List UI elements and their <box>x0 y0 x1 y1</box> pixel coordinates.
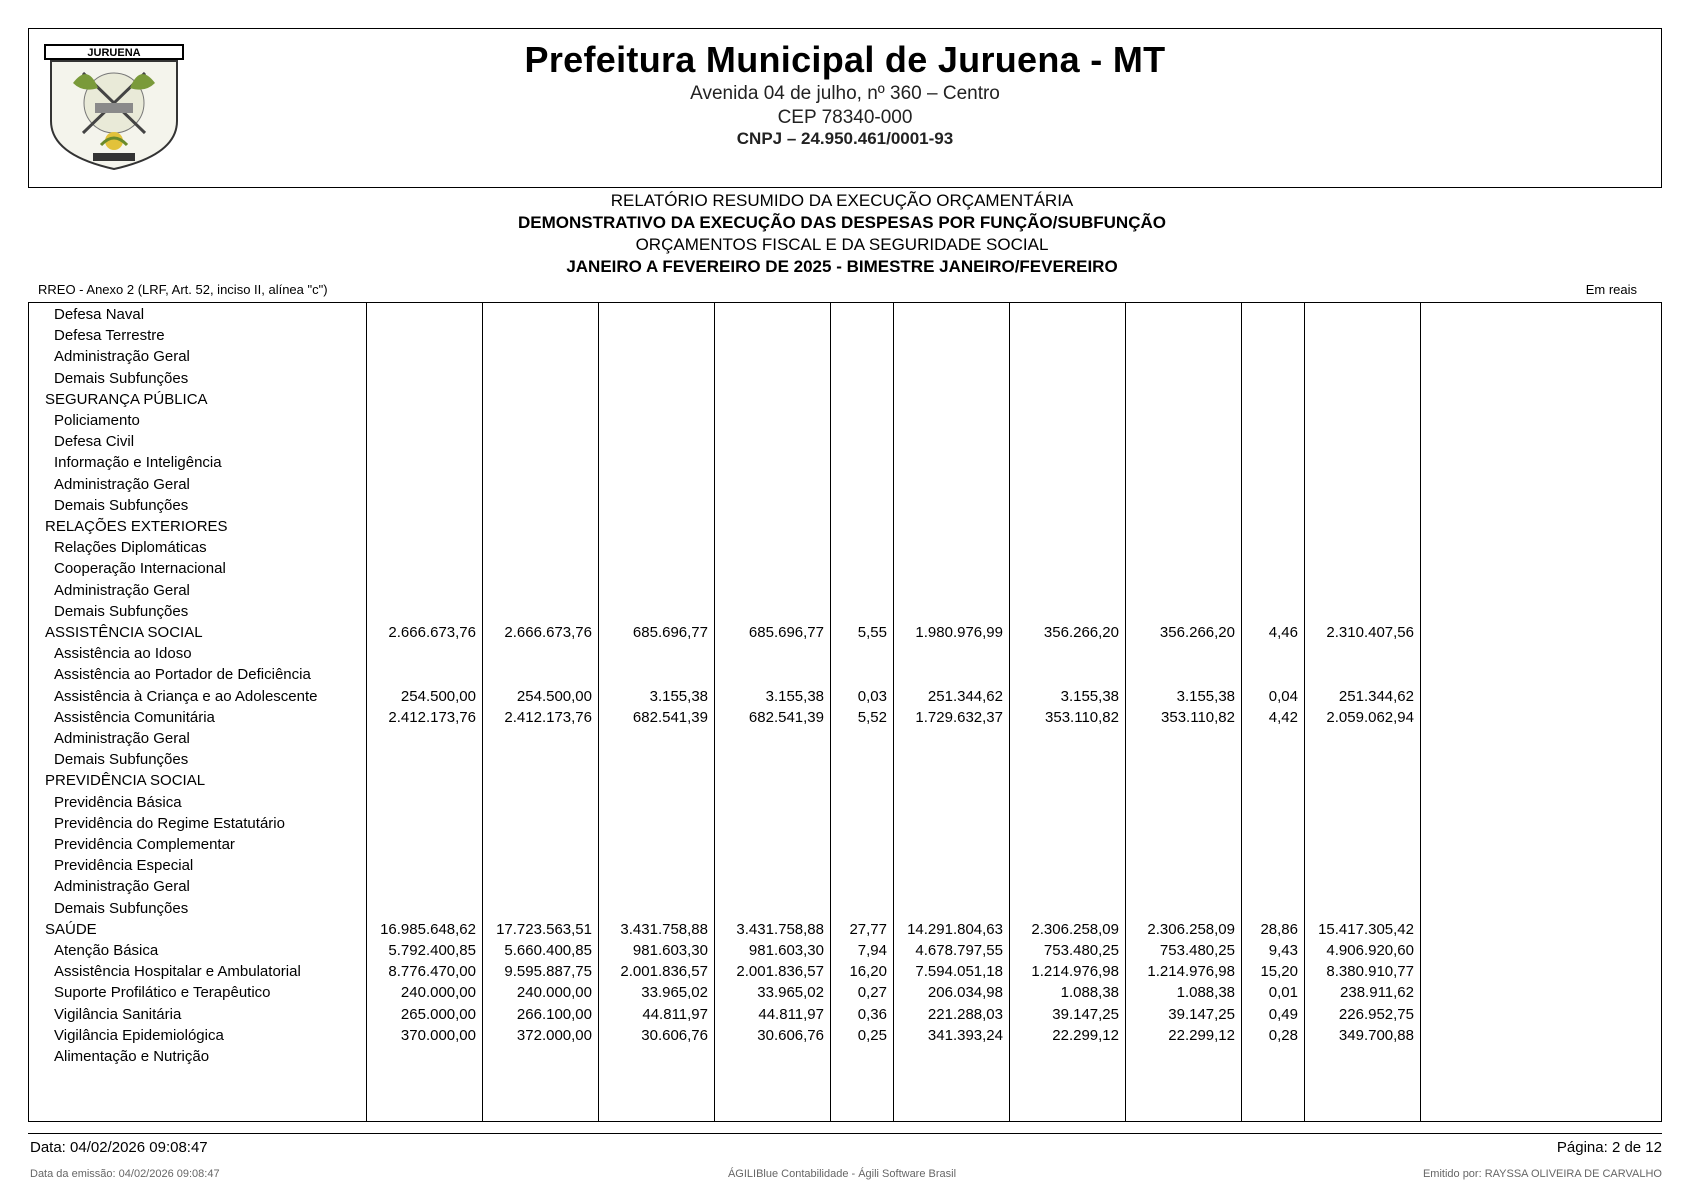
table-cell: 39.147,25 <box>1168 1005 1235 1023</box>
table-cell: 3.155,38 <box>765 687 824 705</box>
subfunction-label: Demais Subfunções <box>54 602 189 620</box>
table-row <box>29 345 1662 368</box>
table-row <box>29 642 1662 665</box>
table-cell: 22.299,12 <box>1168 1026 1235 1044</box>
header-box <box>28 28 1662 188</box>
table-cell: 28,86 <box>1260 920 1298 938</box>
table-cell: 206.034,98 <box>927 984 1003 1002</box>
subfunction-label: Assistência ao Portador de Deficiência <box>54 666 311 684</box>
table-cell: 2.001.836,57 <box>620 963 708 981</box>
expense-table <box>28 302 1662 1122</box>
footer-divider <box>28 1133 1662 1134</box>
subfunction-label: Previdência do Regime Estatutário <box>54 814 285 832</box>
function-label: ASSISTÊNCIA SOCIAL <box>45 624 203 641</box>
table-row <box>29 706 1662 729</box>
table-cell: 3.155,38 <box>649 687 708 705</box>
table-cell: 39.147,25 <box>1052 1005 1119 1023</box>
table-cell: 240.000,00 <box>516 984 592 1002</box>
address: Avenida 04 de julho, nº 360 – Centro <box>690 83 1000 104</box>
table-cell: 0,25 <box>857 1026 887 1044</box>
table-cell: 15.417.305,42 <box>1318 920 1414 938</box>
table-cell: 240.000,00 <box>400 984 476 1002</box>
subfunction-label: Previdência Básica <box>54 793 182 811</box>
table-cell: 14.291.804,63 <box>907 920 1003 938</box>
subfunction-label: Cooperação Internacional <box>54 560 226 578</box>
table-cell: 0,03 <box>857 687 887 705</box>
table-row <box>29 918 1662 941</box>
table-cell: 4.906.920,60 <box>1326 942 1414 959</box>
function-label: PREVIDÊNCIA SOCIAL <box>45 772 206 790</box>
table-cell: 251.344,62 <box>927 687 1003 705</box>
table-row <box>29 430 1662 453</box>
unit-label: Em reais <box>1585 282 1637 297</box>
table-cell: 0,36 <box>857 1005 887 1023</box>
subfunction-label: Alimentação e Nutrição <box>54 1048 210 1065</box>
table-cell: 685.696,77 <box>748 624 824 641</box>
table-row <box>29 1045 1662 1068</box>
table-cell: 8.776.470,00 <box>388 963 476 981</box>
table-cell: 682.541,39 <box>748 708 824 726</box>
subfunction-label: Informação e Inteligência <box>54 454 222 472</box>
table-row <box>29 663 1662 686</box>
subfunction-label: Defesa Civil <box>54 433 135 451</box>
table-cell: 5,52 <box>857 708 887 726</box>
table-cell: 3.155,38 <box>1060 687 1119 705</box>
table-cell: 353.110,82 <box>1161 708 1235 726</box>
table-cell: 238.911,62 <box>1340 984 1414 1002</box>
table-cell: 4,46 <box>1268 624 1298 641</box>
table-cell: 17.723.563,51 <box>496 920 592 938</box>
table-cell: 2.666.673,76 <box>504 624 592 641</box>
table-cell: 1.980.976,99 <box>915 624 1003 641</box>
table-cell: 44.811,97 <box>758 1005 824 1023</box>
table-cell: 353.110,82 <box>1045 708 1119 726</box>
cep: CEP 78340-000 <box>777 107 913 128</box>
function-label: SAÚDE <box>45 920 97 938</box>
table-cell: 2.306.258,09 <box>1031 920 1119 938</box>
subfunction-label: Assistência Hospitalar e Ambulatorial <box>54 963 301 981</box>
table-cell: 2.412.173,76 <box>388 708 476 726</box>
table-row <box>29 939 1662 962</box>
subfunction-label: Administração Geral <box>54 730 190 747</box>
table-row <box>29 451 1662 474</box>
subfunction-label: Assistência Comunitária <box>54 708 215 726</box>
table-cell: 1.214.976,98 <box>1031 963 1119 981</box>
table-cell: 254.500,00 <box>400 687 476 705</box>
page-title: Prefeitura Municipal de Juruena - MT <box>524 39 1166 80</box>
subfunction-label: Administração Geral <box>54 878 190 896</box>
subfunction-label: Administração Geral <box>54 348 190 366</box>
function-label: SEGURANÇA PÚBLICA <box>45 390 208 408</box>
subfunction-label: Vigilância Epidemiológica <box>54 1026 224 1044</box>
report-title-2: DEMONSTRATIVO DA EXECUÇÃO DAS DESPESAS POR FUNÇÃO/SUBFUNÇÃO <box>518 213 1166 232</box>
report-title-3: ORÇAMENTOS FISCAL E DA SEGURIDADE SOCIAL <box>635 235 1049 254</box>
table-cell: 4,42 <box>1268 708 1298 726</box>
subfunction-label: Vigilância Sanitária <box>54 1005 182 1023</box>
subfunction-label: Defesa Terrestre <box>54 327 165 345</box>
subfunction-label: Administração Geral <box>54 475 190 493</box>
table-cell: 5.660.400,85 <box>504 942 592 959</box>
subfunction-label: Demais Subfunções <box>54 751 189 769</box>
table-cell: 9.595.887,75 <box>504 963 592 981</box>
table-row <box>29 875 1662 898</box>
page-number: Página: 2 de 12 <box>1556 1139 1662 1156</box>
table-cell: 30.606,76 <box>757 1026 824 1044</box>
table-cell: 251.344,62 <box>1338 687 1414 705</box>
table-cell: 44.811,97 <box>642 1005 708 1023</box>
table-cell: 16,20 <box>849 963 887 981</box>
table-cell: 9,43 <box>1268 942 1298 959</box>
table-row <box>29 812 1662 835</box>
table-cell: 0,01 <box>1268 984 1298 1002</box>
subfunction-label: Demais Subfunções <box>54 496 189 514</box>
table-row <box>29 854 1662 877</box>
table-cell: 30.606,76 <box>641 1026 708 1044</box>
table-cell: 1.088,38 <box>1060 984 1119 1002</box>
table-cell: 753.480,25 <box>1159 942 1235 959</box>
subfunction-label: Relações Diplomáticas <box>54 539 207 557</box>
subfunction-label: Assistência à Criança e ao Adolescente <box>54 687 318 705</box>
table-row <box>29 494 1662 517</box>
subfunction-label: Policiamento <box>54 412 140 429</box>
table-cell: 2.666.673,76 <box>388 624 476 641</box>
table-cell: 8.380.910,77 <box>1326 963 1414 981</box>
table-cell: 0,49 <box>1268 1005 1298 1023</box>
table-cell: 7.594.051,18 <box>915 963 1003 981</box>
table-cell: 3.155,38 <box>1176 687 1235 705</box>
table-row <box>29 388 1662 411</box>
subfunction-label: Previdência Especial <box>54 857 194 875</box>
table-cell: 981.603,30 <box>748 942 824 959</box>
table-cell: 221.288,03 <box>927 1005 1003 1023</box>
table-row <box>29 981 1662 1004</box>
cnpj: CNPJ – 24.950.461/0001-93 <box>736 129 954 148</box>
subfunction-label: Atenção Básica <box>54 942 159 959</box>
table-row <box>29 515 1662 538</box>
table-cell: 254.500,00 <box>516 687 592 705</box>
table-cell: 1.214.976,98 <box>1147 963 1235 981</box>
table-row <box>29 579 1662 602</box>
emitted-by: Emitido por: RAYSSA OLIVEIRA DE CARVALHO <box>1422 1168 1662 1180</box>
table-cell: 5,55 <box>857 624 887 641</box>
table-cell: 15,20 <box>1260 963 1298 981</box>
table-row <box>29 791 1662 814</box>
table-row <box>29 473 1662 496</box>
table-cell: 0,04 <box>1268 687 1298 705</box>
table-cell: 341.393,24 <box>927 1026 1003 1044</box>
table-cell: 370.000,00 <box>400 1026 476 1044</box>
table-row <box>29 557 1662 580</box>
table-row <box>29 536 1662 559</box>
table-row <box>29 600 1662 623</box>
table-cell: 0,27 <box>857 984 887 1002</box>
table-cell: 349.700,88 <box>1338 1026 1414 1044</box>
table-cell: 266.100,00 <box>516 1005 592 1023</box>
table-cell: 2.001.836,57 <box>736 963 824 981</box>
subfunction-label: Defesa Naval <box>54 306 145 323</box>
report-title-1: RELATÓRIO RESUMIDO DA EXECUÇÃO ORÇAMENTÁRIA <box>610 191 1074 210</box>
table-row <box>29 1024 1662 1047</box>
table-cell: 1.729.632,37 <box>915 708 1003 726</box>
table-row <box>29 367 1662 390</box>
table-cell: 33.965,02 <box>641 984 708 1002</box>
table-row <box>29 897 1662 920</box>
subfunction-label: Assistência ao Idoso <box>54 645 192 663</box>
table-cell: 753.480,25 <box>1043 942 1119 959</box>
table-cell: 2.059.062,94 <box>1326 708 1414 726</box>
table-cell: 27,77 <box>849 920 887 938</box>
table-cell: 2.306.258,09 <box>1147 920 1235 938</box>
table-cell: 682.541,39 <box>632 708 708 726</box>
table-cell: 226.952,75 <box>1338 1005 1414 1023</box>
table-cell: 0,28 <box>1268 1026 1298 1044</box>
report-title-4: JANEIRO A FEVEREIRO DE 2025 - BIMESTRE JANEIRO/FEVEREIRO <box>566 257 1118 276</box>
table-cell: 3.431.758,88 <box>736 920 824 938</box>
table-row <box>29 685 1662 708</box>
table-cell: 265.000,00 <box>400 1005 476 1023</box>
table-row <box>29 769 1662 792</box>
table-row <box>29 303 1662 326</box>
svg-text:JURUENA: JURUENA <box>87 47 141 59</box>
table-row <box>29 1003 1662 1026</box>
table-cell: 1.088,38 <box>1176 984 1235 1002</box>
subfunction-label: Administração Geral <box>54 581 190 599</box>
table-cell: 685.696,77 <box>632 624 708 641</box>
table-cell: 981.603,30 <box>632 942 708 959</box>
table-cell: 7,94 <box>857 942 887 959</box>
table-cell: 33.965,02 <box>757 984 824 1002</box>
table-row <box>29 727 1662 750</box>
table-row <box>29 748 1662 771</box>
table-cell: 356.266,20 <box>1043 624 1119 641</box>
table-cell: 22.299,12 <box>1052 1026 1119 1044</box>
table-row <box>29 960 1662 983</box>
subfunction-label: Demais Subfunções <box>54 899 189 917</box>
table-cell: 2.412.173,76 <box>504 708 592 726</box>
table-cell: 16.985.648,62 <box>380 920 476 938</box>
table-row <box>29 621 1662 644</box>
table-row <box>29 409 1662 432</box>
footer-date: Data: 04/02/2026 09:08:47 <box>30 1139 208 1156</box>
subfunction-label: Suporte Profilático e Terapêutico <box>54 984 271 1002</box>
system-name: ÁGILIBlue Contabilidade - Ágili Software Brasil <box>727 1168 957 1180</box>
function-label: RELAÇÕES EXTERIORES <box>45 518 228 535</box>
table-cell: 5.792.400,85 <box>388 942 476 959</box>
table-cell: 3.431.758,88 <box>620 920 708 938</box>
table-cell: 372.000,00 <box>516 1026 592 1044</box>
report-titles <box>0 190 1684 278</box>
table-row <box>29 833 1662 856</box>
table-cell: 2.310.407,56 <box>1326 624 1414 641</box>
table-cell: 4.678.797,55 <box>915 942 1003 959</box>
subfunction-label: Demais Subfunções <box>54 369 189 387</box>
table-cell: 356.266,20 <box>1159 624 1235 641</box>
emission-date: Data da emissão: 04/02/2026 09:08:47 <box>30 1168 220 1180</box>
subfunction-label: Previdência Complementar <box>54 836 235 853</box>
annex-reference: RREO - Anexo 2 (LRF, Art. 52, inciso II, alínea "c") <box>38 282 328 297</box>
table-row <box>29 324 1662 347</box>
